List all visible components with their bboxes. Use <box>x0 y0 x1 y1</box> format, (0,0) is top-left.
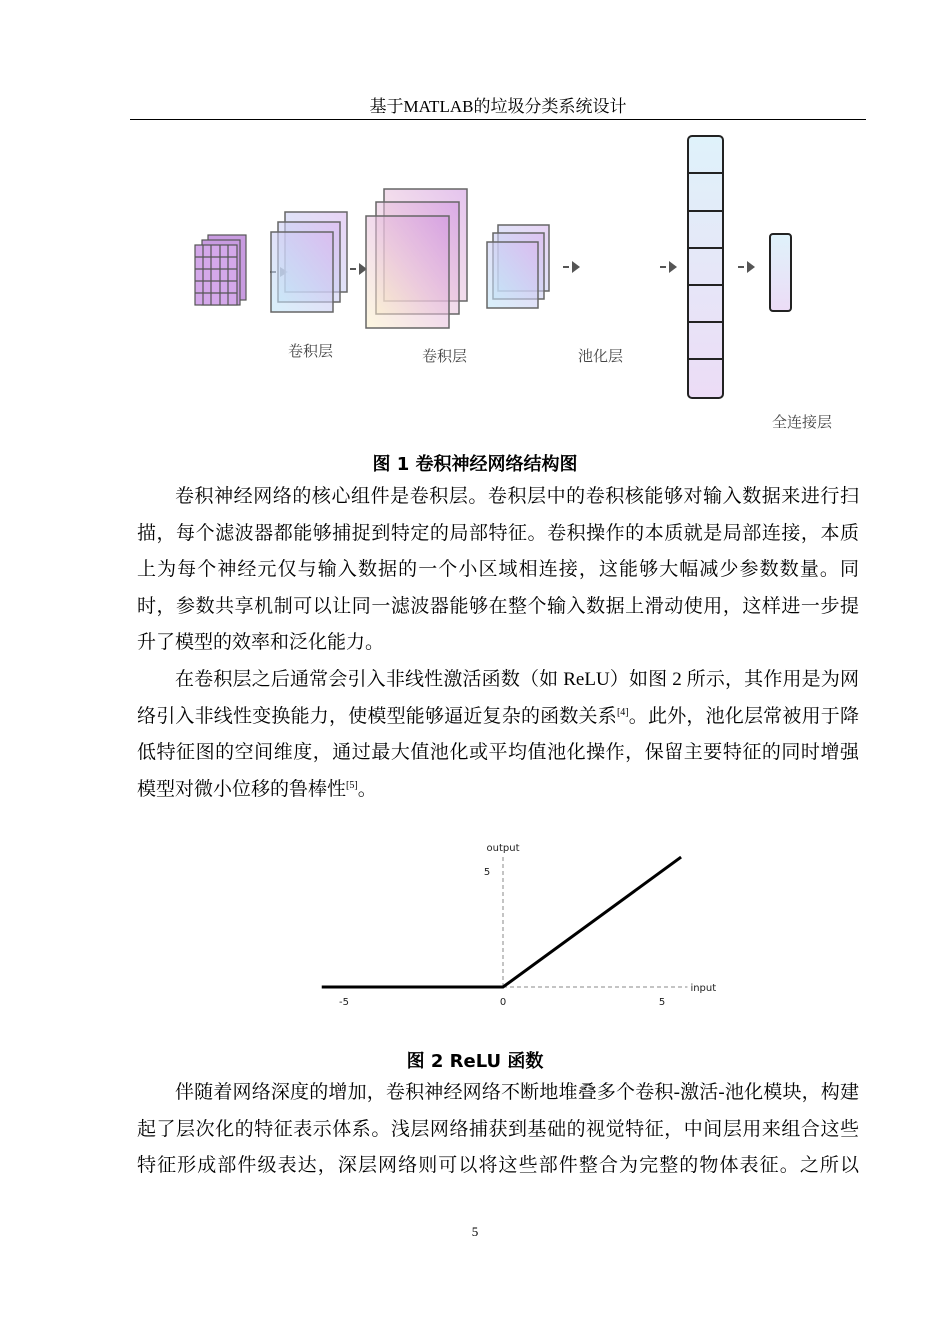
fully-connected-layer <box>688 136 723 398</box>
text-segment: 模型对微小位移的鲁棒性 <box>137 778 347 800</box>
paragraph-3 <box>137 1075 859 1185</box>
page-number: 5 <box>471 1224 479 1239</box>
output-layer <box>770 234 791 311</box>
running-header: 基于MATLAB的垃圾分类系统设计 <box>130 92 866 120</box>
text-line: 低特征图的空间维度，通过最大值池化或平均值池化操作，保留主要特征的同时增强 <box>137 742 859 763</box>
relu-line <box>322 857 681 987</box>
x-tick-label: 5 <box>658 997 666 1008</box>
pooling-layer <box>487 225 549 308</box>
citation-5[interactable]: [5] <box>346 779 358 791</box>
conv-layer-2 <box>366 189 467 328</box>
text-line: 特征形成部件级表达，深层网络则可以将这些部件整合为完整的物体表征。之所以 <box>137 1155 859 1176</box>
y-axis-label: output <box>486 842 520 854</box>
text-segment: 。 <box>357 778 377 800</box>
text-line: 时，参数共享机制可以让同一滤波器能够在整个输入数据上滑动使用，这样进一步提 <box>137 595 859 617</box>
diagram-label-conv1: 卷积层 <box>288 342 334 360</box>
figure1-caption: 图 1 卷积神经网络结构图 <box>372 454 578 475</box>
y-tick-label: 5 <box>483 867 491 878</box>
text-line: 卷积神经网络的核心组件是卷积层。卷积层中的卷积核能够对输入数据来进行扫 <box>175 486 859 507</box>
text-line: 伴随着网络深度的增加，卷积神经网络不断地堆叠多个卷积-激活-池化模块，构建 <box>175 1082 859 1103</box>
diagram-label-conv2: 卷积层 <box>422 347 468 365</box>
x-tick-label: 0 <box>499 997 507 1008</box>
text-line: 描，每个滤波器都能够捕捉到特定的局部特征。卷积操作的本质就是局部连接，本质 <box>137 522 859 544</box>
text-segment: 。此外，池化层常被用于降 <box>628 705 859 727</box>
paragraph-2 <box>137 662 859 808</box>
text-line: 升了模型的效率和泛化能力。 <box>137 632 385 653</box>
conv-layer-1 <box>271 212 347 312</box>
text-line <box>137 699 859 736</box>
x-axis-label: input <box>690 983 717 994</box>
paragraph-1 <box>137 479 859 662</box>
text-line: 上为每个神经元仅与输入数据的一个小区域相连接，这能够大幅减少参数数量。同 <box>137 559 859 580</box>
cnn-architecture-diagram <box>180 130 860 440</box>
figure2-caption: 图 2 ReLU 函数 <box>406 1051 544 1072</box>
citation-4[interactable]: [4] <box>616 706 629 718</box>
diagram-label-pool: 池化层 <box>578 347 624 365</box>
text-line: 起了层次化的特征表示体系。浅层网络捕获到基础的视觉特征，中间层用来组合这些 <box>137 1118 859 1140</box>
relu-chart <box>310 830 730 1020</box>
text-line <box>137 772 859 809</box>
input-image-grid <box>195 235 246 305</box>
x-tick-label: -5 <box>339 997 349 1008</box>
diagram-label-fc: 全连接层 <box>772 413 833 431</box>
text-segment: 络引入非线性变换能力，使模型能够逼近复杂的函数关系 <box>137 705 617 727</box>
text-line: 在卷积层之后通常会引入非线性激活函数（如 ReLU）如图 2 所示，其作用是为网 <box>175 669 859 690</box>
